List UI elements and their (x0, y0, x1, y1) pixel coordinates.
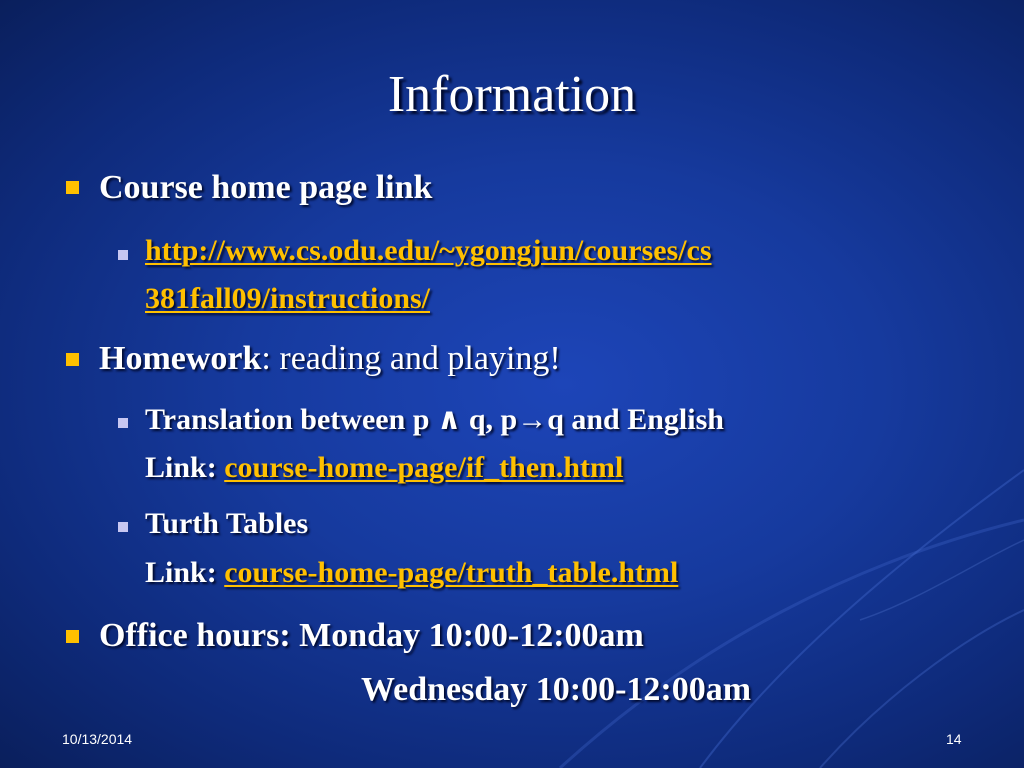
small-square-bullet-icon (118, 522, 128, 532)
course-home-page-link[interactable]: http://www.cs.odu.edu/~ygongjun/courses/cs (145, 234, 712, 267)
course-url-line2-wrap (145, 280, 430, 318)
slide-number: 14 (946, 731, 962, 747)
translation-text: Translation between p ∧ q, p→q and English (145, 403, 724, 436)
small-square-bullet-icon (118, 250, 128, 260)
footer-date: 10/13/2014 (62, 731, 133, 747)
course-url-line1-wrap (145, 232, 712, 270)
homework-label: Homework (99, 340, 262, 377)
course-home-page-link-continued[interactable]: 381fall09/instructions/ (145, 282, 431, 315)
square-bullet-icon (66, 353, 79, 366)
translation-link-row (145, 449, 623, 487)
bullet-homework (99, 339, 561, 379)
slide-title: Information (387, 66, 637, 123)
truth-tables-text: Turth Tables (145, 507, 309, 540)
square-bullet-icon (66, 630, 79, 643)
if-then-link[interactable]: course-home-page/if_then.html (224, 451, 624, 484)
homework-description: : reading and playing! (261, 340, 561, 377)
translation-link-label: Link: (145, 451, 225, 484)
truth-tables-link-label: Link: (145, 556, 225, 589)
office-hours-line2: Wednesday 10:00-12:00am (361, 671, 752, 708)
truth-tables-link-row (145, 554, 678, 592)
square-bullet-icon (66, 181, 79, 194)
small-square-bullet-icon (118, 418, 128, 428)
bullet-course-home-page: Course home page link (99, 169, 433, 206)
truth-table-link[interactable]: course-home-page/truth_table.html (224, 556, 679, 589)
office-hours-line1: Office hours: Monday 10:00-12:00am (99, 617, 644, 654)
